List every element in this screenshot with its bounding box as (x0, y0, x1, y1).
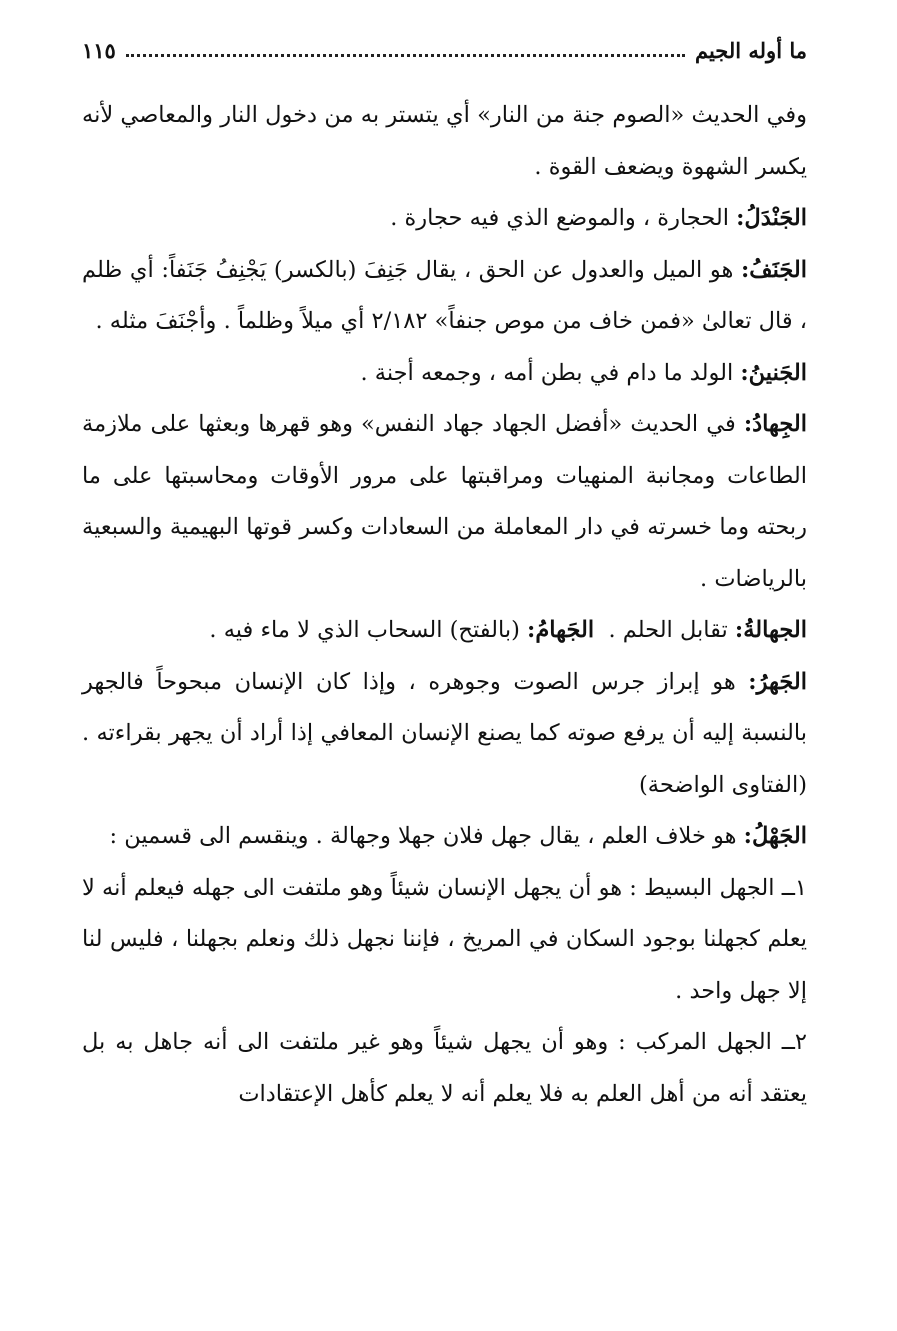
entry-definition: هو إبراز جرس الصوت وجوهره ، وإذا كان الإنسان مبحوحاً فالجهر بالنسبة إليه أن يرفع صوته كما يصنع الإنسان المعافي إذا أراد أن يجهر بقراءته . (الفتاوى الواضحة) (82, 668, 807, 798)
page-number: ١١٥ (82, 37, 116, 63)
entry-jahl (82, 811, 807, 863)
entry-definition: هو خلاف العلم ، يقال جهل فلان جهلا وجهالة . وينقسم الى قسمين : (109, 823, 744, 849)
entry-term: الجَنْدَلُ: (736, 205, 807, 231)
list-item-compound-ignorance (82, 1017, 807, 1120)
entry-term: الجَنَفُ: (740, 256, 807, 283)
entry-jahala-jaham (82, 605, 807, 657)
paragraph-text: وفي الحديث «الصوم جنة من النار» أي يتستر به من دخول النار والمعاصي لأنه يكسر الشهوة ويضعف القوة . (82, 102, 807, 180)
entry-janaf (82, 245, 807, 348)
entry-jandal (82, 193, 807, 245)
entry-definition-secondary: (بالفتح) السحاب الذي لا ماء فيه . (209, 617, 528, 643)
chapter-title: ما أوله الجيم (694, 37, 807, 63)
entry-term: الجَهرُ: (748, 668, 807, 695)
list-item-text: ١ــ الجهل البسيط : هو أن يجهل الإنسان شيئاً وهو ملتفت الى جهله فيعلم أنه لا يعلم كجهلنا بوجود السكان في المريخ ، فإننا نجهل ذلك ونعلم بجهلنا ، فليس لنا إلا جهل واحد . (82, 874, 807, 1004)
entry-jahr (82, 657, 807, 812)
entry-definition: تقابل الحلم . (608, 617, 735, 643)
entry-term: الجَنينُ: (740, 359, 807, 386)
leader-dots (126, 54, 685, 57)
entry-definition: هو الميل والعدول عن الحق ، يقال جَنِفَ (بالكسر) يَجْنِفُ جَنَفاً: أي ظلم ، قال تعالىٰ «فمن خاف من موص جنفاً» ٢/١٨٢ أي ميلاً وظلماً . وأجْنَفَ مثله . (82, 256, 807, 334)
running-header (82, 32, 807, 68)
entry-definition: الولد ما دام في بطن أمه ، وجمعه أجنة . (360, 359, 741, 386)
list-item-simple-ignorance (82, 863, 807, 1018)
entry-term: الجَهْلُ: (743, 823, 807, 849)
entry-jihad (82, 399, 807, 605)
list-item-text: ٢ــ الجهل المركب : وهو أن يجهل شيئاً وهو غير ملتفت الى أنه جاهل به بل يعتقد أنه من أهل العلم به فلا يعلم أنه لا يعلم كأهل الإعتقادات (82, 1029, 807, 1107)
entry-term-secondary: الجَهامُ: (527, 617, 595, 643)
entry-definition: الحجارة ، والموضع الذي فيه حجارة . (390, 205, 737, 231)
paragraph-hadith-fasting (82, 90, 807, 193)
entry-janin (82, 348, 807, 400)
entry-definition: في الحديث «أفضل الجهاد جهاد النفس» وهو قهرها وبعثها على ملازمة الطاعات ومجانبة المنهيات ومراقبتها على مرور الأوقات ومحاسبتها على ما ربحته وما خسرته في دار المعاملة من السعادات وكسر قوتها البهيمية والسبعية بالرياضات . (82, 411, 807, 592)
page-body (82, 90, 807, 1120)
entry-term: الجهالةُ: (734, 617, 807, 643)
entry-term: الجِهادُ: (743, 411, 807, 437)
